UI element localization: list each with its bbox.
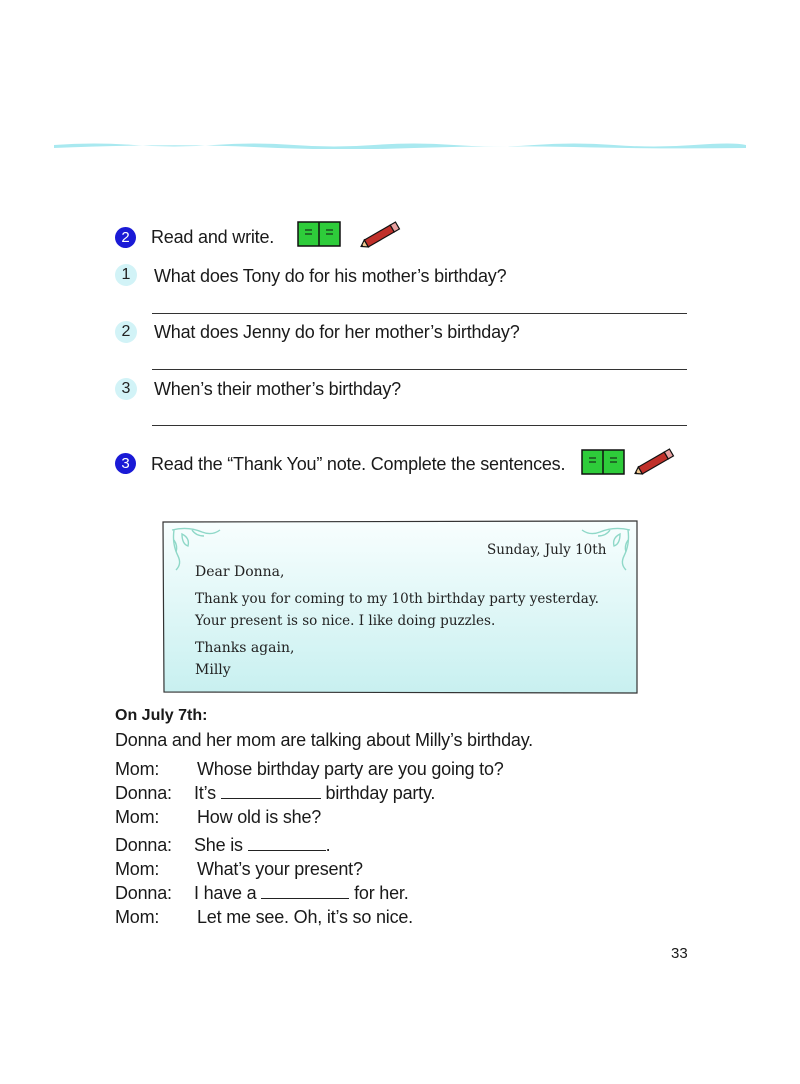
question-number-badge: 3 (115, 378, 137, 400)
pencil-icon (358, 220, 404, 250)
question-text: When’s their mother’s birthday? (154, 379, 401, 399)
line-text: It’s (194, 783, 216, 803)
line-text: She is (194, 835, 243, 855)
dialogue-line (115, 783, 435, 804)
speaker-label: Mom: (115, 907, 160, 927)
note-greeting: Dear Donna, (195, 564, 285, 580)
open-book-icon (297, 220, 341, 248)
dialogue-line (115, 859, 363, 880)
header-stripe (54, 142, 746, 149)
answer-line[interactable] (152, 313, 687, 314)
speaker-label: Mom: (115, 807, 160, 827)
question-number-badge: 2 (115, 321, 137, 343)
dialogue-line (115, 883, 409, 904)
note-body-line: Thank you for coming to my 10th birthday party yesterday. (195, 591, 599, 607)
answer-line[interactable] (152, 369, 687, 370)
fill-in-blank[interactable] (221, 784, 321, 799)
dialogue-line (115, 835, 330, 856)
dialogue-intro: Donna and her mom are talking about Milly’s birthday. (115, 730, 533, 750)
fill-in-blank[interactable] (248, 836, 326, 851)
line-text: I have a (194, 883, 257, 903)
line-text: How old is she? (197, 807, 322, 827)
question-text: What does Jenny do for her mother’s birthday? (154, 322, 520, 342)
speaker-label: Donna: (115, 835, 172, 855)
note-date: Sunday, July 10th (487, 542, 607, 558)
line-text: birthday party. (325, 783, 436, 803)
note-body-line: Your present is so nice. I like doing puzzles. (195, 613, 496, 629)
note-signature: Milly (195, 662, 231, 678)
line-text: What’s your present? (197, 859, 363, 879)
section-number-badge: 3 (115, 453, 136, 474)
dialogue-heading: On July 7th: (115, 707, 208, 724)
answer-line[interactable] (152, 425, 687, 426)
pencil-icon (632, 447, 678, 477)
speaker-label: Donna: (115, 783, 172, 803)
line-text: . (325, 835, 331, 855)
line-text: Whose birthday party are you going to? (197, 759, 504, 779)
page-number: 33 (671, 945, 688, 962)
section-title: Read the “Thank You” note. Complete the sentences. (151, 454, 566, 474)
dialogue-line (115, 759, 504, 780)
line-text: Let me see. Oh, it’s so nice. (197, 907, 413, 927)
note-closing: Thanks again, (195, 640, 295, 656)
speaker-label: Mom: (115, 759, 160, 779)
section-number-badge: 2 (115, 227, 136, 248)
line-text: for her. (354, 883, 409, 903)
question-text: What does Tony do for his mother’s birthday? (154, 266, 507, 286)
open-book-icon (581, 448, 625, 476)
fill-in-blank[interactable] (261, 884, 349, 899)
speaker-label: Donna: (115, 883, 172, 903)
section-title: Read and write. (151, 227, 275, 247)
dialogue-line (115, 907, 413, 928)
dialogue-line (115, 807, 321, 828)
speaker-label: Mom: (115, 859, 160, 879)
question-number-badge: 1 (115, 264, 137, 286)
